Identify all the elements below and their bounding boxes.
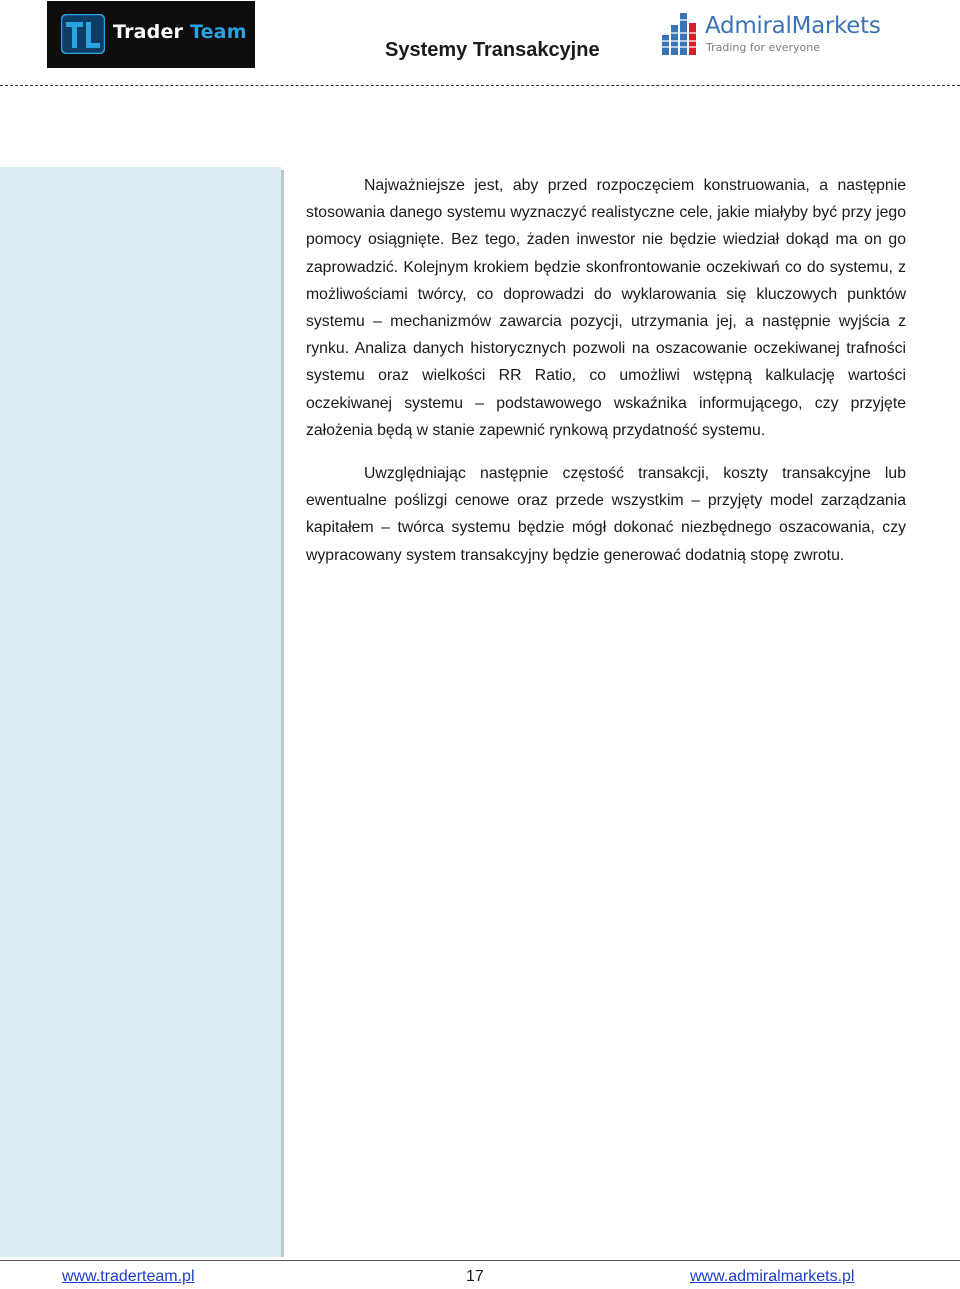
admiral-markets-logo-icon — [660, 5, 700, 61]
body-paragraph: Uwzględniając następnie częstość transakcji, koszty transakcyjne lub ewentualne poślizgi cenowe oraz przede wszystkim – przyjęty model zarządzania kapitałem – twórca systemu będzie mógł dokonać niezbędnego oszacowania, czy wypracowany system transakcyjny będzie generować dodatnią stopę zwrotu. — [306, 465, 906, 564]
logo-word-team: Team — [189, 21, 247, 43]
sidebar-divider — [281, 170, 284, 1257]
admiral-markets-wordmark: AdmiralMarkets — [705, 13, 881, 39]
page-title: Systemy Transakcyjne — [385, 39, 600, 61]
admiralmarkets-link[interactable]: www.admiralmarkets.pl — [690, 1268, 855, 1285]
main-content — [306, 172, 906, 569]
admiral-markets-tagline: Trading for everyone — [706, 41, 821, 54]
traderteam-link[interactable]: www.traderteam.pl — [62, 1268, 195, 1285]
admiral-markets-logo — [660, 5, 892, 61]
trader-team-wordmark — [113, 21, 247, 43]
logo-word-trader: Trader — [113, 21, 184, 43]
body-paragraph: Najważniejsze jest, aby przed rozpoczęciem konstruowania, a następnie stosowania danego systemu wyznaczyć realistyczne cele, jakie miałyby być przy jego pomocy osiągnięte. Bez tego, żaden inwestor nie będzie wiedział dokąd ma on go zaprowadzić. Kolejnym krokiem będzie skonfrontowanie oczekiwań co do systemu, z możliwościami twórcy, co doprowadzi do wyklarowania się kluczowych punktów systemu – mechanizmów zawarcia pozycji, utrzymania jej, a następnie wyjścia z rynku. Analiza danych historycznych pozwoli na oszacowanie oczekiwanej trafności systemu oraz wielkości RR Ratio, co umożliwi wstępną kalkulację wartości oczekiwanej systemu – podstawowego wskaźnika informującego, czy przyjęte założenia będą w stanie zapewnić rynkową przydatność systemu. — [306, 177, 906, 439]
page-number: 17 — [466, 1268, 484, 1285]
header-divider — [0, 85, 960, 86]
sidebar-panel — [0, 167, 281, 1257]
trader-team-logo — [47, 1, 255, 68]
footer-divider — [0, 1260, 960, 1261]
trader-team-logo-icon — [61, 14, 105, 54]
